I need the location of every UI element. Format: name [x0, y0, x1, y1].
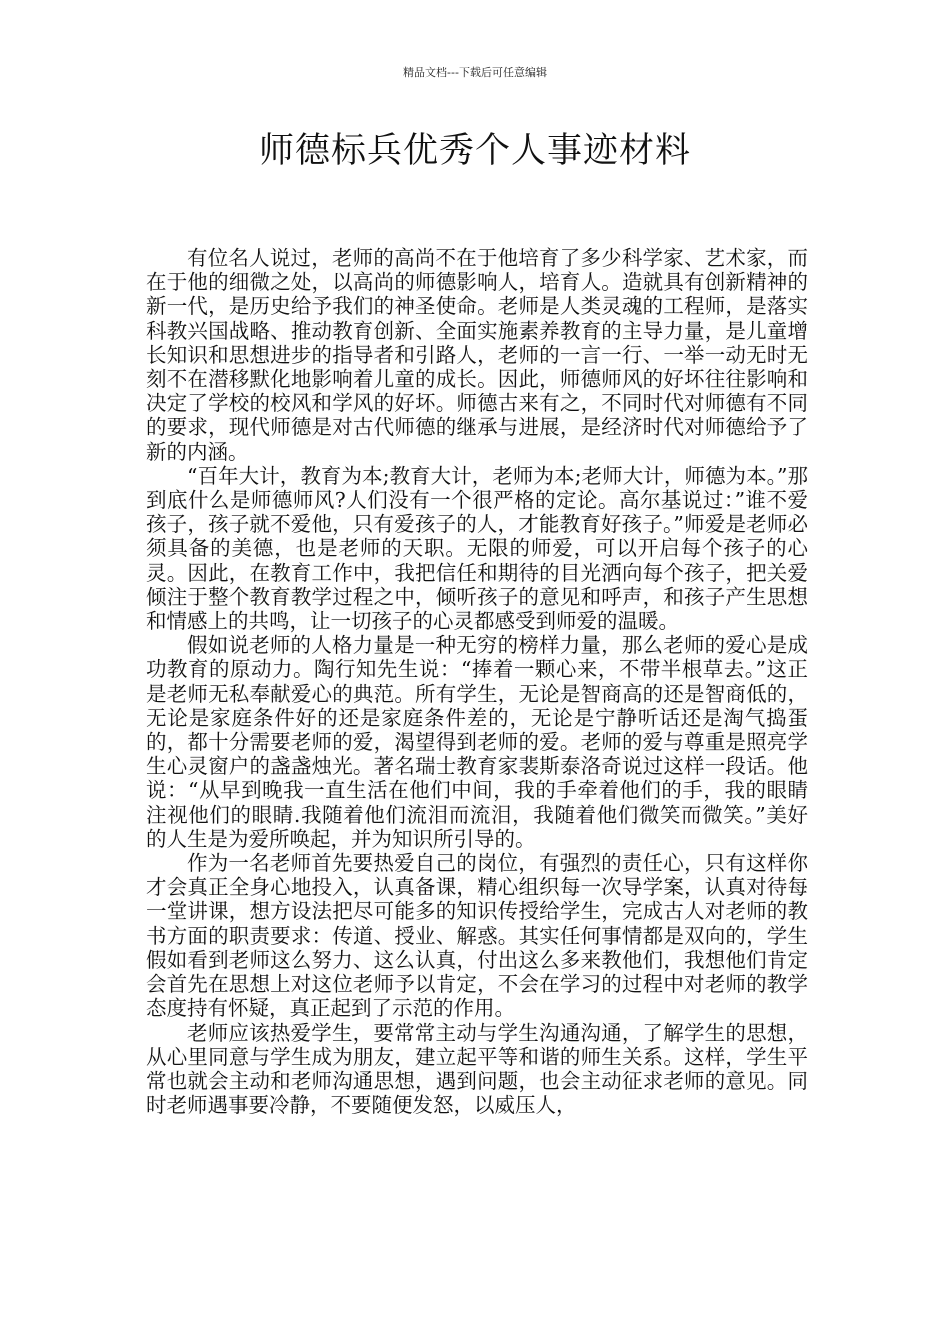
- paragraph-2: “百年大计，教育为本;教育大计，老师为本;老师大计，师德为本。”那到底什么是师德师风?人们没有一个很严格的定论。高尔基说过：”谁不爱孩子，孩子就不爱他，只有爱孩子的人，才能教育好孩子。”师爱是老师必须具备的美德，也是老师的天职。无限的师爱，可以开启每个孩子的心灵。因此，在教育工作中，我把信任和期待的目光洒向每个孩子，把关爱倾注于整个教育教学过程之中，倾听孩子的意见和呼声，和孩子产生思想和情感上的共鸣，让一切孩子的心灵都感受到师爱的温暖。: [146, 463, 808, 634]
- paragraph-4: 作为一名老师首先要热爱自己的岗位，有强烈的责任心，只有这样你才会真正全身心地投入，认真备课，精心组织每一次导学案，认真对待每一堂讲课，想方设法把尽可能多的知识传授给学生，完成古人对老师的教书方面的职责要求：传道、授业、解惑。其实任何事情都是双向的，学生假如看到老师这么努力、这么认真，付出这么多来教他们，我想他们肯定会首先在思想上对这位老师予以肯定，不会在学习的过程中对老师的教学态度持有怀疑，真正起到了示范的作用。: [146, 851, 808, 1021]
- paragraph-1: 有位名人说过，老师的高尚不在于他培育了多少科学家、艺术家，而在于他的细微之处，以高尚的师德影响人，培育人。造就具有创新精神的新一代，是历史给予我们的神圣使命。老师是人类灵魂的工程师，是落实科教兴国战略、推动教育创新、全面实施素养教育的主导力量，是儿童增长知识和思想进步的指导者和引路人，老师的一言一行、一举一动无时无刻不在潜移默化地影响着儿童的成长。因此，师德师风的好坏往往影响和决定了学校的校风和学风的好坏。师德古来有之，不同时代对师德有不同的要求，现代师德是对古代师德的继承与进展，是经济时代对师德给予了新的内涵。: [146, 246, 808, 464]
- paragraph-3: 假如说老师的人格力量是一种无穷的榜样力量，那么老师的爱心是成功教育的原动力。陶行知先生说：“捧着一颗心来，不带半根草去。”这正是老师无私奉献爱心的典范。所有学生，无论是智商高的还是智商低的，无论是家庭条件好的还是家庭条件差的，无论是宁静听话还是淘气捣蛋的，都十分需要老师的爱，渴望得到老师的爱。老师的爱与尊重是照亮学生心灵窗户的盏盏烛光。著名瑞士教育家裴斯泰洛奇说过这样一段话。他说：“从早到晚我一直生活在他们中间，我的手牵着他们的手，我的眼睛注视他们的眼睛.我随着他们流泪而流泪，我随着他们微笑而微笑。”美好的人生是为爱所唤起，并为知识所引导的。: [146, 633, 808, 851]
- document-title: 师德标兵优秀个人事迹材料: [258, 131, 691, 171]
- paragraph-5: 老师应该热爱学生，要常常主动与学生沟通沟通，了解学生的思想，从心里同意与学生成为朋友，建立起平等和谐的师生关系。这样，学生平常也就会主动和老师沟通思想，遇到问题，也会主动征求老师的意见。同时老师遇事要冷静，不要随便发怒，以威压人，: [146, 1020, 808, 1118]
- page-header: 精品文档---下载后可任意编辑: [403, 66, 547, 79]
- document-body: [146, 246, 808, 1117]
